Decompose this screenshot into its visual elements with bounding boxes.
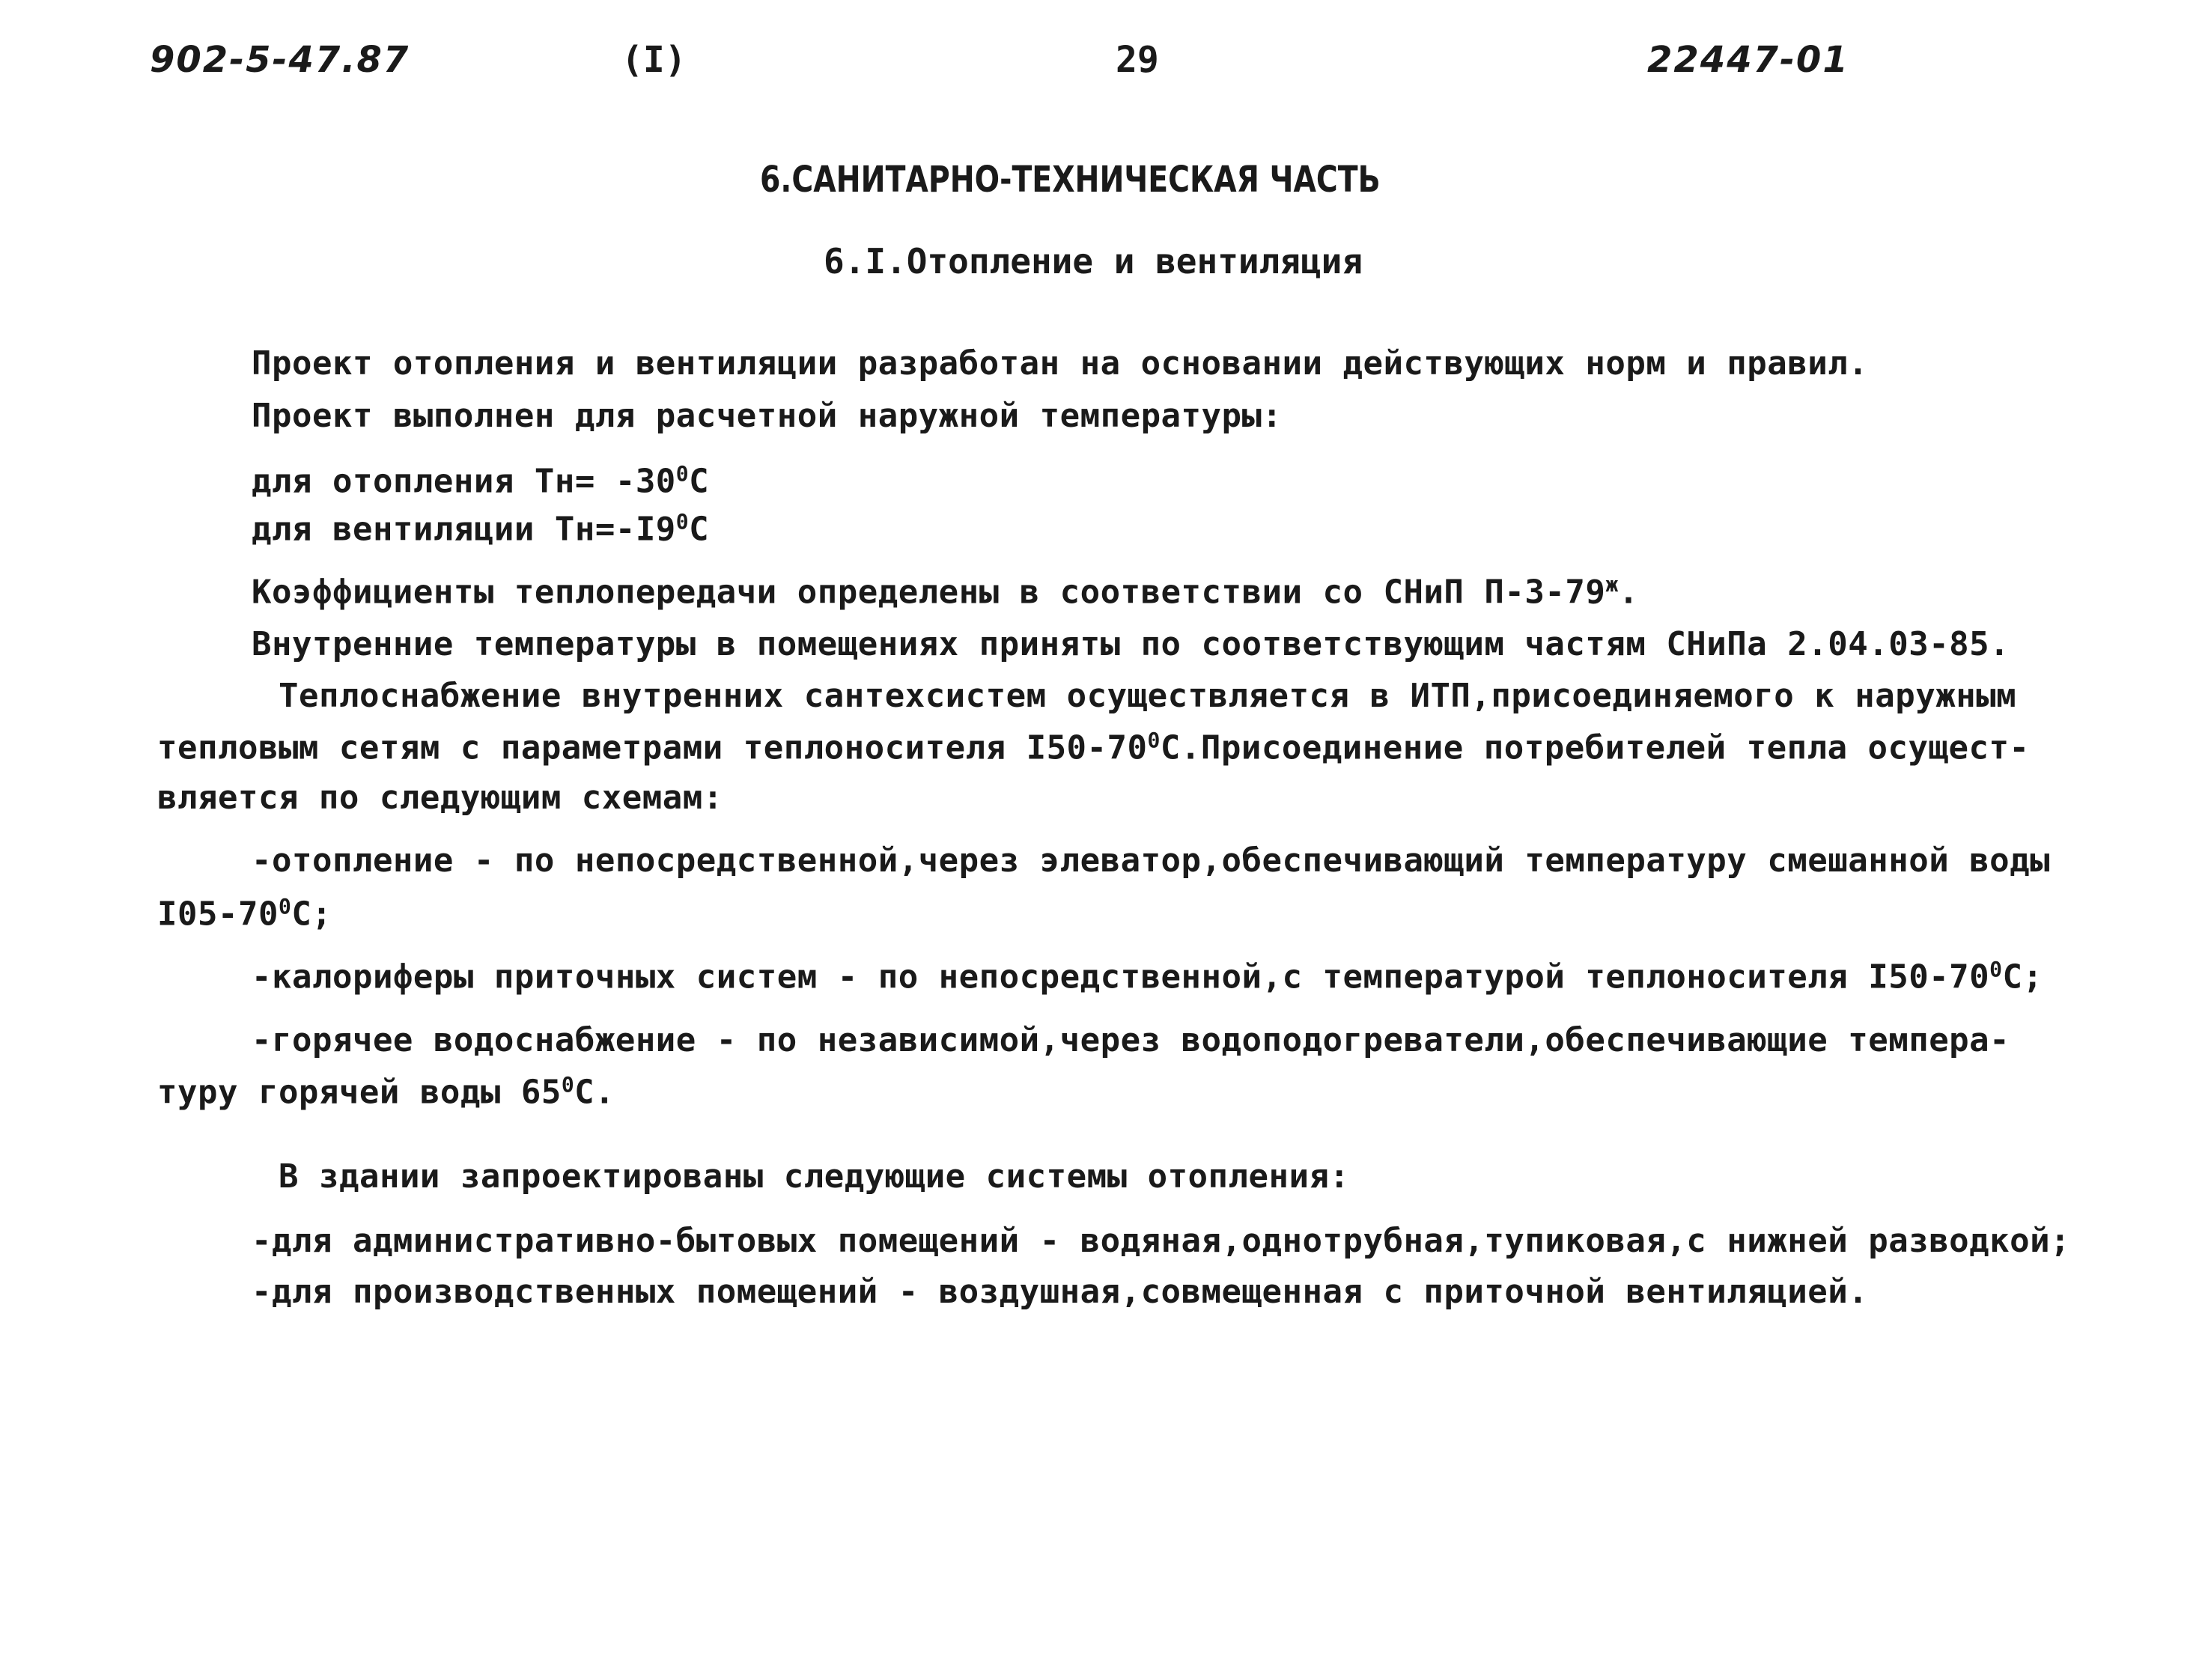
subsection-title: 6.I.Отопление и вентиляция (824, 241, 1363, 281)
paragraph-heat-transfer: Коэффициенты теплопередачи определены в соответствии со СНиП $П-3-79^ж$. (252, 572, 1639, 612)
paragraph-project-basis: Проект отопления и вентиляции разработан на основании действующих норм и правил. (252, 344, 1869, 383)
list-item-heaters: -калориферы приточных систем - по непосредственной,с температурой теплоносителя $I50-70^0С$; (252, 957, 2043, 996)
section-title: 6.САНИТАРНО-ТЕХНИЧЕСКАЯ ЧАСТЬ (760, 159, 1381, 201)
ventilation-temperature: для вентиляции $Тн=-I9^0С$ (252, 509, 710, 549)
paragraph-internal-temp: Внутренние температуры в помещениях приняты по соответствующим частям СНиПа 2.04.03-85. (252, 625, 2010, 663)
list-item-admin-system: -для административно-бытовых помещений - водяная,однотрубная,тупиковая,с нижней разводкой; (252, 1222, 2071, 1260)
paragraph-systems-intro: В здании запроектированы следующие системы отопления: (279, 1157, 1350, 1196)
list-item-heating-line-1: -отопление - по непосредственной,через элеватор,обеспечивающий температуру смешанной воды (252, 841, 2051, 880)
inventory-number: 22447-01 (1647, 39, 1849, 81)
paragraph-design-temp: Проект выполнен для расчетной наружной температуры: (252, 397, 1283, 435)
page-number: 29 (1116, 39, 1159, 81)
list-item-hot-water-line-2: туру горячей воды $65^0С$. (157, 1072, 615, 1112)
volume-label: (I) (621, 39, 687, 81)
heating-temperature: для отопления $Тн= -30^0С$ (252, 461, 710, 501)
paragraph-supply-line-2: тепловым сетям с параметрами теплоносителя $I50-70^0С.Присоединение$ потребителей тепла осущест- (157, 728, 2030, 767)
list-item-hot-water-line-1: -горячее водоснабжение - по независимой,через водоподогреватели,обеспечивающие темпера- (252, 1021, 2010, 1059)
doc-code: 902-5-47.87 (150, 39, 410, 81)
paragraph-supply-line-1: Теплоснабжение внутренних сантехсистем осуществляется в ИТП,присоединяемого к наружным (279, 677, 2017, 715)
paragraph-supply-line-3: вляется по следующим схемам: (157, 779, 723, 817)
list-item-production-system: -для производственных помещений - воздушная,совмещенная с приточной вентиляцией. (252, 1273, 1869, 1311)
list-item-heating-line-2: $I05-70^0С$; (157, 894, 332, 934)
